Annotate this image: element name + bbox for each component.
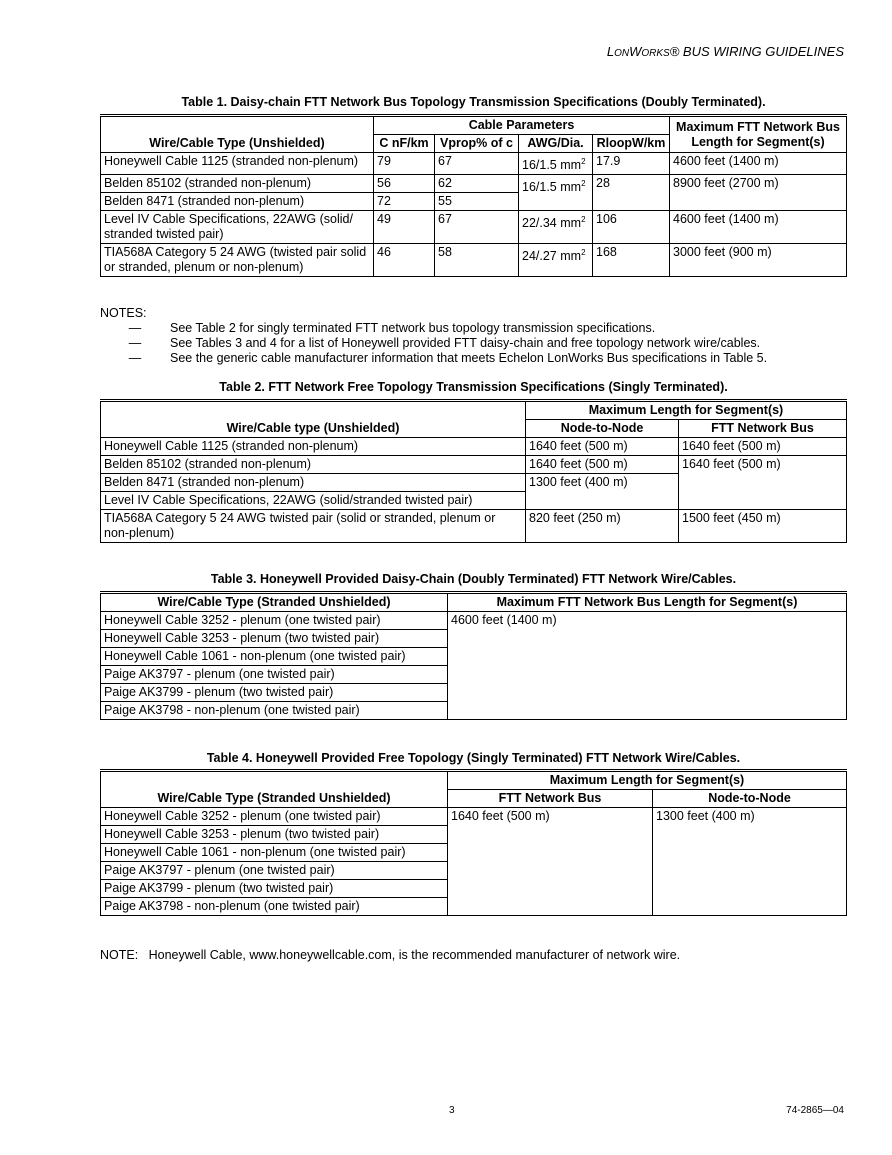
cell: 16/1.5 $mm^2$ [519,153,593,175]
cell: Honeywell Cable 3252 - plenum (one twisted pair) [101,612,448,630]
cell: 49 [374,211,435,244]
cell: 168 [593,244,670,277]
cell: Honeywell Cable 3253 - plenum (two twisted pair) [101,826,448,844]
cell: 72 [374,193,435,211]
cell: Honeywell Cable 1061 - non-plenum (one twisted pair) [101,648,448,666]
note-item: — See Table 2 for singly terminated FTT network bus topology transmission specifications. [128,321,656,335]
note-item: — See Tables 3 and 4 for a list of Honeywell provided FTT daisy-chain and free topology network wire/cables. [128,336,761,350]
cell: 1640 feet (500 m) [526,438,679,456]
cell: Honeywell Cable 1125 (stranded non-plenum) [101,438,526,456]
table3-header-max: Maximum FTT Network Bus Length for Segment(s) [448,593,847,612]
cell: 67 [435,153,519,175]
notes-title: NOTES: [100,306,147,320]
cell: Paige AK3799 - plenum (two twisted pair) [101,880,448,898]
table3-caption: Table 3. Honeywell Provided Daisy-Chain (Doubly Terminated) FTT Network Wire/Cables. [210,572,737,586]
table4-caption: Table 4. Honeywell Provided Free Topology (Singly Terminated) FTT Network Wire/Cables. [206,751,741,765]
cell: 4600 feet (1400 m) [670,153,847,175]
table1-header-c: C nF/km [374,135,435,153]
table1-header-r: RloopW/km [593,135,670,153]
cell: 1640 feet (500 m) [448,808,653,916]
table1-header-wire: Wire/Cable Type (Unshielded) [101,116,374,153]
cell: 62 [435,175,519,193]
note-item: — See the generic cable manufacturer information that meets Echelon LonWorks Bus specifications in Table 5. [128,351,768,365]
table-row [101,153,847,175]
cell: 1640 feet (500 m) [679,438,847,456]
cell: 79 [374,153,435,175]
cell: TIA568A Category 5 24 AWG twisted pair (solid or stranded, plenum or non-plenum) [101,510,526,543]
table4-header-n2n: Node-to-Node [653,790,847,808]
cell: Belden 8471 (stranded non-plenum) [101,193,374,211]
table4-header-bus: FTT Network Bus [448,790,653,808]
table-row [101,510,847,543]
table1-header-v: Vprop% of c [435,135,519,153]
cell: 24/.27 $mm^2$ [519,244,593,277]
cell: Honeywell Cable 3253 - plenum (two twisted pair) [101,630,448,648]
table1-header-max: Maximum FTT Network Bus Length for Segment(s) [670,116,847,153]
cell: 22/.34 $mm^2$ [519,211,593,244]
cell: 820 feet (250 m) [526,510,679,543]
table2-caption: Table 2. FTT Network Free Topology Transmission Specifications (Singly Terminated). [219,380,728,394]
table-row [101,456,847,474]
cell: Honeywell Cable 3252 - plenum (one twisted pair) [101,808,448,826]
table2-header-wire: Wire/Cable type (Unshielded) [101,401,526,438]
cell: Paige AK3798 - non-plenum (one twisted pair) [101,702,448,720]
table2 [100,399,847,543]
cell: 16/1.5 $mm^2$ [519,175,593,211]
cell: Level IV Cable Specifications, 22AWG (solid/ stranded twisted pair) [101,211,374,244]
cell: 4600 feet (1400 m) [448,612,847,720]
cell: Level IV Cable Specifications, 22AWG (solid/stranded twisted pair) [101,492,526,510]
cell: 1500 feet (450 m) [679,510,847,543]
cell: 46 [374,244,435,277]
page-number: 3 [449,1105,455,1116]
table-row [101,244,847,277]
cell: 67 [435,211,519,244]
document-number: 74-2865—04 [786,1105,844,1116]
running-header: LONWORKS® BUS WIRING GUIDELINES [606,44,844,59]
cell: Belden 8471 (stranded non-plenum) [101,474,526,492]
cell: Belden 85102 (stranded non-plenum) [101,456,526,474]
cell: Paige AK3799 - plenum (two twisted pair) [101,684,448,702]
cell: 55 [435,193,519,211]
cell: 3000 feet (900 m) [670,244,847,277]
table1 [100,114,847,277]
cell: 8900 feet (2700 m) [670,175,847,211]
notes [100,306,767,366]
cell: 1640 feet (500 m) [679,456,847,510]
table2-header-max: Maximum Length for Segment(s) [526,401,847,420]
cell: 1300 feet (400 m) [653,808,847,916]
cell: 17.9 [593,153,670,175]
table2-header-bus: FTT Network Bus [679,420,847,438]
cell: 4600 feet (1400 m) [670,211,847,244]
cell: Paige AK3798 - non-plenum (one twisted pair) [101,898,448,916]
table1-caption: Table 1. Daisy-chain FTT Network Bus Topology Transmission Specifications (Doubly Terminated). [181,95,766,109]
table2-header-n2n: Node-to-Node [526,420,679,438]
table-row [101,438,847,456]
table-row [101,175,847,193]
cell: 56 [374,175,435,193]
cell: Paige AK3797 - plenum (one twisted pair) [101,862,448,880]
table-row [101,612,847,630]
cell: 106 [593,211,670,244]
cell: TIA568A Category 5 24 AWG (twisted pair solid or stranded, plenum or non-plenum) [101,244,374,277]
table1-header-params: Cable Parameters [374,116,670,135]
final-note-text: Honeywell Cable, www.honeywellcable.com, is the recommended manufacturer of network wire. [148,948,681,962]
cell: 58 [435,244,519,277]
table-row [101,211,847,244]
table3 [100,591,847,720]
cell: 1640 feet (500 m) [526,456,679,474]
table4-header-max: Maximum Length for Segment(s) [448,771,847,790]
final-note [100,948,680,962]
cell: 1300 feet (400 m) [526,474,679,510]
final-note-label: NOTE: [100,948,139,962]
table-row [101,808,847,826]
cell: Honeywell Cable 1061 - non-plenum (one twisted pair) [101,844,448,862]
table3-header-wire: Wire/Cable Type (Stranded Unshielded) [101,593,448,612]
table4-header-wire: Wire/Cable Type (Stranded Unshielded) [101,771,448,808]
table1-header-awg: AWG/Dia. [519,135,593,153]
cell: Belden 85102 (stranded non-plenum) [101,175,374,193]
table4 [100,769,847,916]
cell: Paige AK3797 - plenum (one twisted pair) [101,666,448,684]
cell: 28 [593,175,670,211]
cell: Honeywell Cable 1125 (stranded non-plenum) [101,153,374,175]
